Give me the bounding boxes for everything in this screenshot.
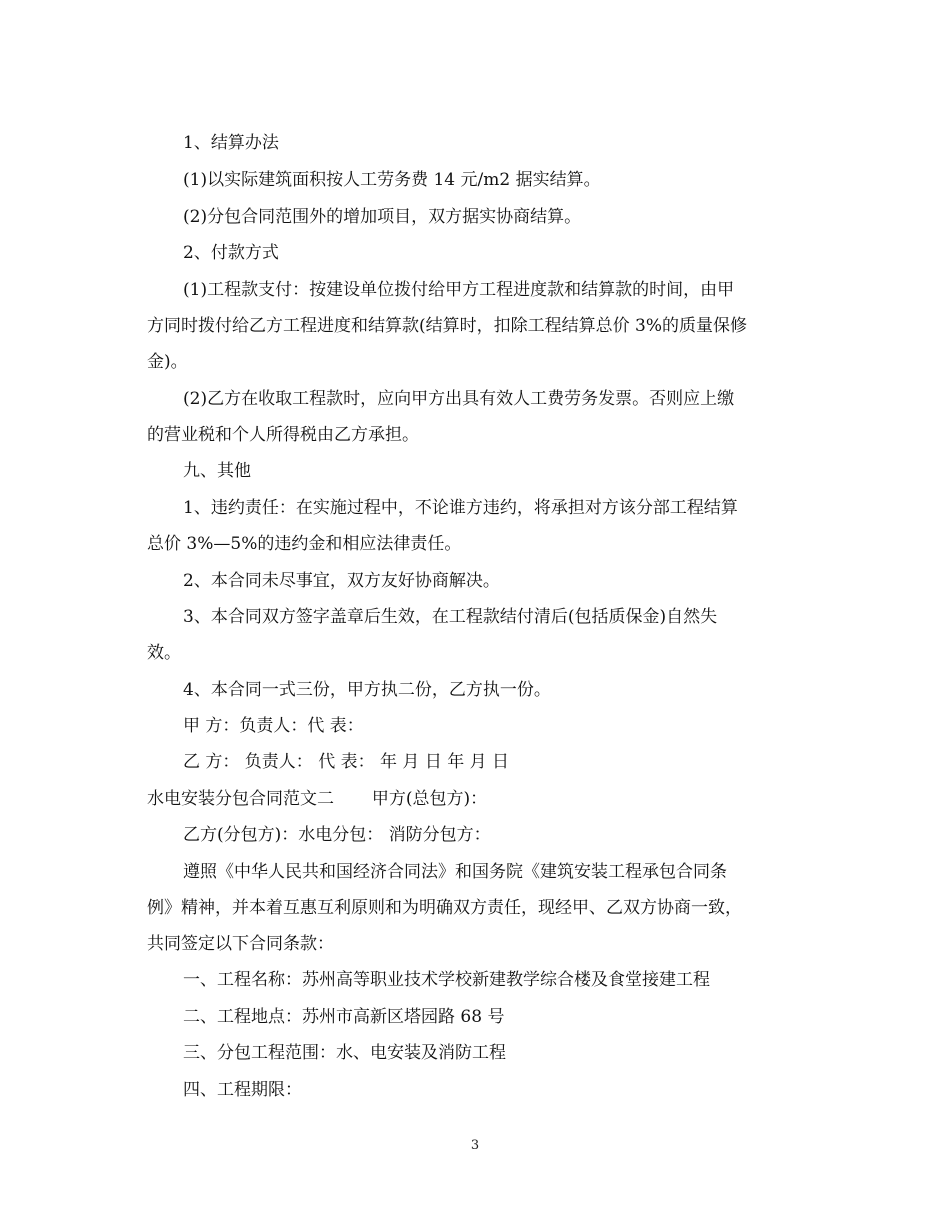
- paragraph-copies: 4、本合同一式三份，甲方执二份，乙方执一份。: [183, 680, 551, 700]
- paragraph-breach-line2: 总价 3%—5%的违约金和相应法律责任。: [147, 534, 462, 554]
- clause-project-period: 四、工程期限：: [183, 1080, 302, 1100]
- clause-project-location: 二、工程地点：苏州市高新区塔园路 68 号: [183, 1007, 505, 1027]
- clause-subcontract-scope: 三、分包工程范围：水、电安装及消防工程: [183, 1043, 506, 1063]
- section-title-contract-two: 水电安装分包合同范文二 甲方(总包方)：: [147, 789, 488, 809]
- paragraph-effective-line1: 3、本合同双方签字盖章后生效，在工程款结付清后(包括质保金)自然失: [183, 607, 718, 627]
- paragraph-payment-2-line1: (2)乙方在收取工程款时，应向甲方出具有效人工费劳务发票。否则应上缴: [183, 389, 735, 409]
- paragraph-payment-2-line2: 的营业税和个人所得税由乙方承担。: [147, 425, 419, 445]
- paragraph-settlement-2: (2)分包合同范围外的增加项目，双方据实协商结算。: [183, 207, 582, 227]
- paragraph-payment-1-line3: 金)。: [147, 352, 188, 372]
- paragraph-preamble-line2: 例》精神，并本着互惠互利原则和为明确双方责任，现经甲、乙双方协商一致，: [147, 898, 742, 918]
- paragraph-subcontractor: 乙方(分包方)：水电分包： 消防分包方：: [183, 825, 491, 845]
- paragraph-breach-line1: 1、违约责任：在实施过程中，不论谁方违约，将承担对方该分部工程结算: [183, 498, 738, 518]
- paragraph-effective-line2: 效。: [147, 643, 181, 663]
- paragraph-preamble-line1: 遵照《中华人民共和国经济合同法》和国务院《建筑安装工程承包合同条: [183, 862, 727, 882]
- paragraph-preamble-line3: 共同签定以下合同条款：: [147, 934, 334, 954]
- heading-settlement-method: 1、结算办法: [183, 133, 279, 153]
- page-number: 3: [470, 1138, 480, 1153]
- heading-payment-method: 2、付款方式: [183, 243, 279, 263]
- paragraph-payment-1-line2: 方同时拨付给乙方工程进度和结算款(结算时，扣除工程结算总价 3%的质量保修: [147, 316, 748, 336]
- paragraph-unresolved-matters: 2、本合同未尽事宜，双方友好协商解决。: [183, 571, 500, 591]
- signature-party-a: 甲 方：负责人：代 表：: [183, 716, 364, 736]
- paragraph-settlement-1: (1)以实际建筑面积按人工劳务费 14 元/m2 据实结算。: [183, 170, 601, 190]
- heading-other: 九、其他: [183, 461, 251, 481]
- paragraph-payment-1-line1: (1)工程款支付：按建设单位拨付给甲方工程进度款和结算款的时间，由甲: [183, 280, 735, 300]
- clause-project-name: 一、工程名称：苏州高等职业技术学校新建教学综合楼及食堂接建工程: [183, 970, 710, 990]
- signature-party-b: 乙 方： 负责人： 代 表： 年 月 日 年 月 日: [183, 752, 510, 772]
